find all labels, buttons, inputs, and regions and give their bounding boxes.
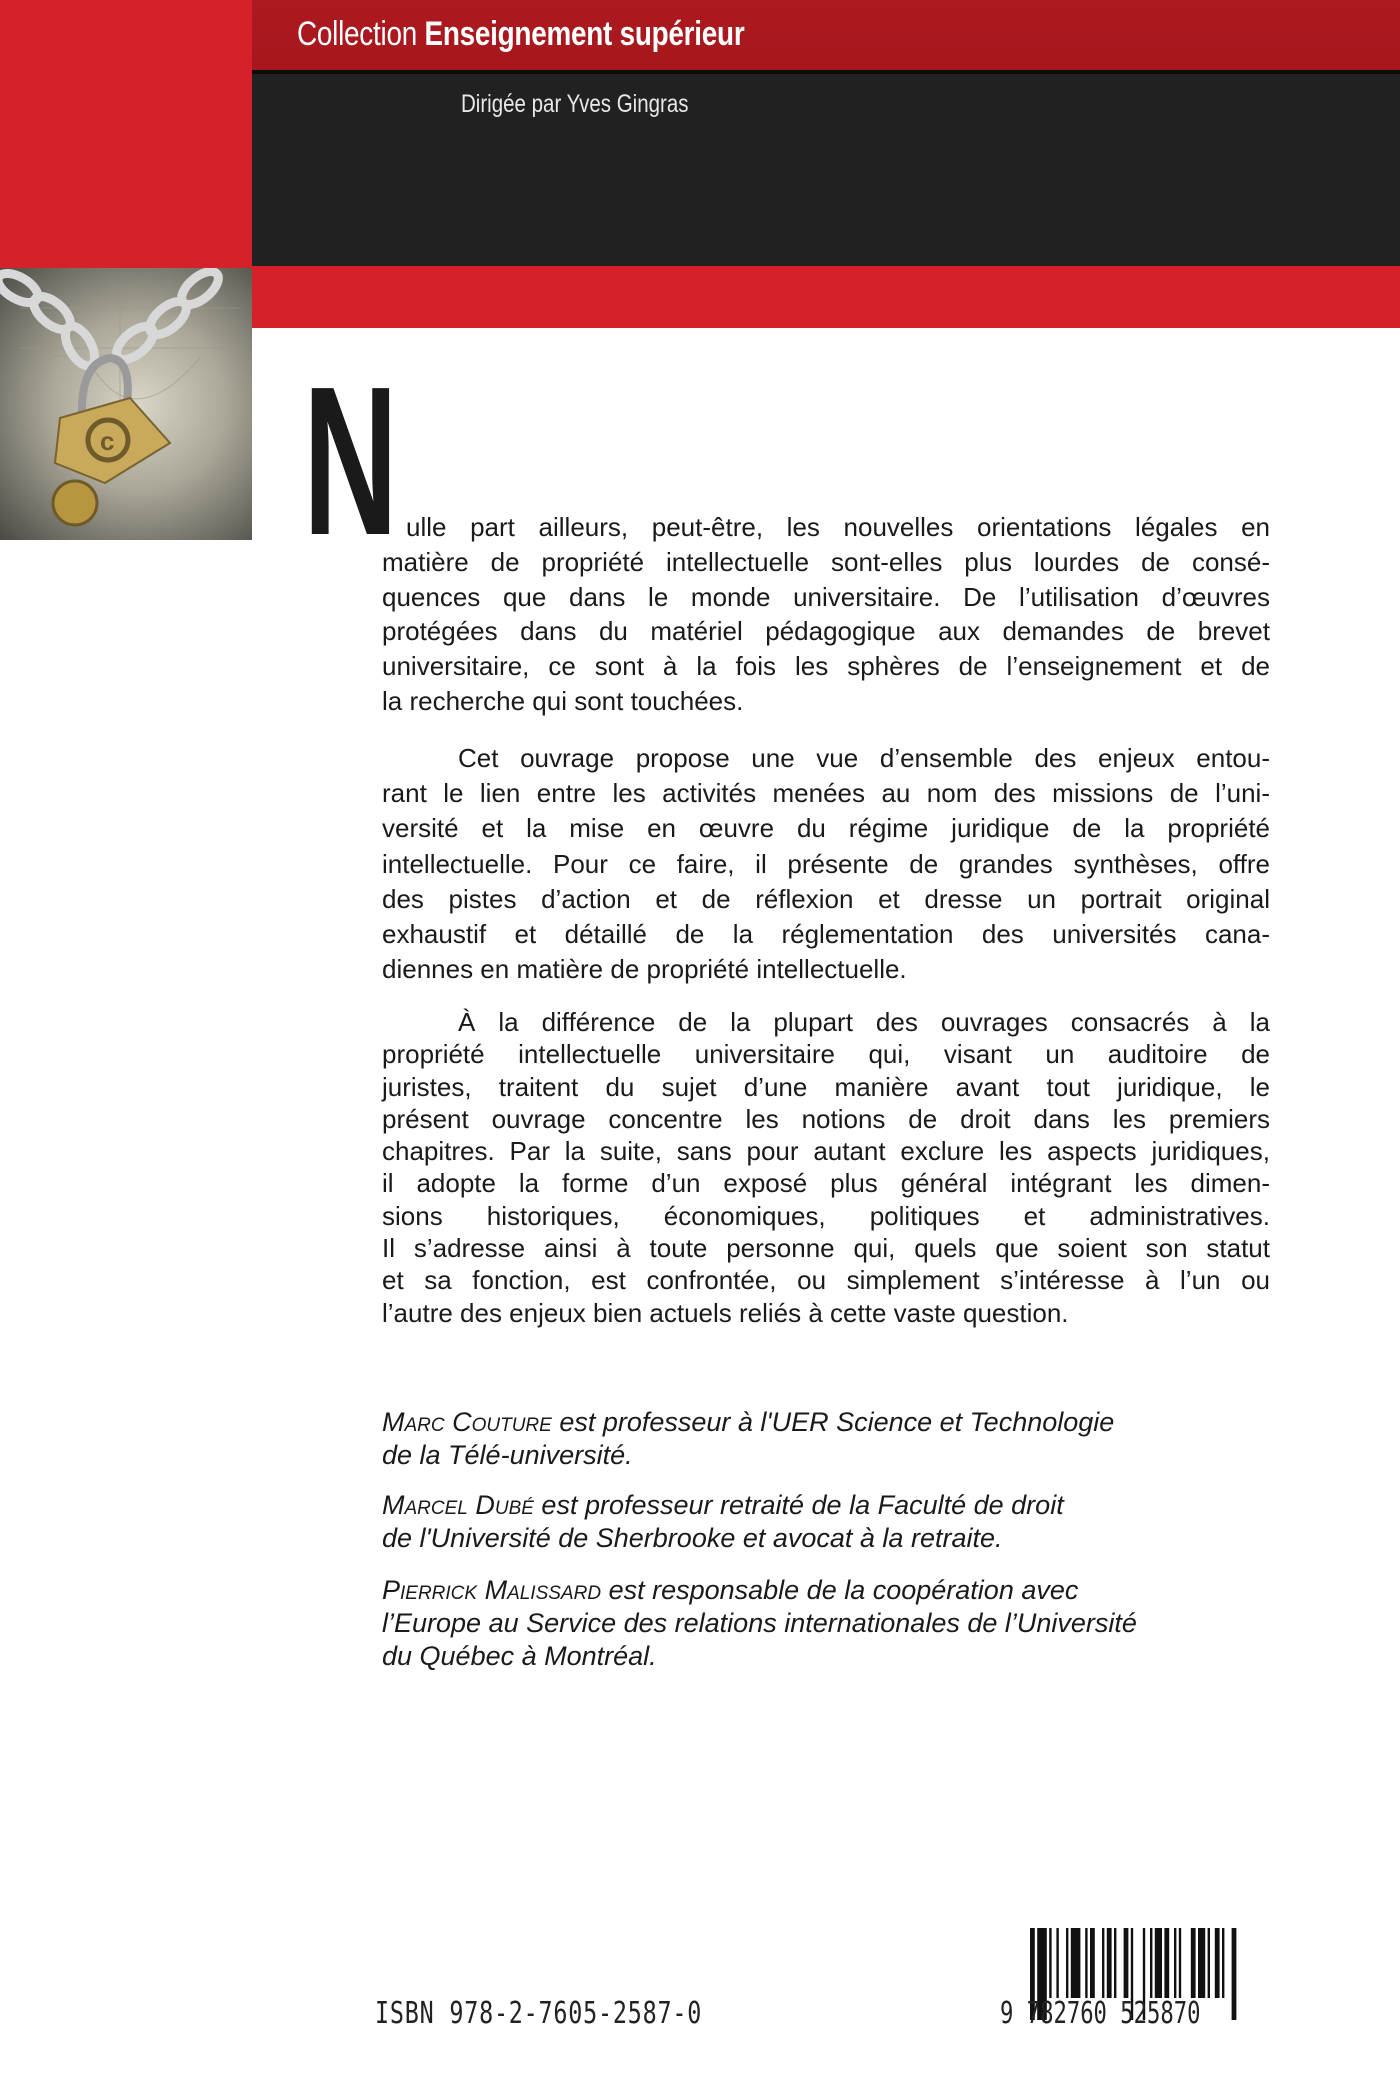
text-line: rant le lien entre les activités menées au nom des missions de l’uni- (382, 778, 1270, 809)
cover-photo (0, 268, 252, 540)
bio-text: de la Télé-université. (382, 1440, 633, 1470)
text-line: la recherche qui sont touchées. (382, 685, 744, 716)
barcode-bar (1174, 1928, 1176, 1998)
barcode-bar (1066, 1928, 1068, 1998)
bio-text: est professeur à l'UER Science et Technologie (551, 1407, 1115, 1437)
text-line: exhaustif et détaillé de la réglementation des universités cana- (382, 919, 1270, 950)
text-line: protégées dans du matériel pédagogique aux demandes de brevet (382, 616, 1270, 647)
author-name: Marcel Dubé (382, 1490, 534, 1520)
left-red-block (0, 0, 252, 268)
text-line: quences que dans le monde universitaire. De l’utilisation d’œuvres (382, 581, 1270, 612)
barcode-bar (1090, 1928, 1095, 1998)
barcode-digits: 9 782760 525870 (1000, 1996, 1201, 2031)
svg-text:c: c (100, 426, 115, 456)
bio-text: de l'Université de Sherbrooke et avocat à la retraite. (382, 1523, 1003, 1553)
text-line: Il s’adresse ainsi à toute personne qui, quels que soient son statut (382, 1233, 1270, 1264)
bio-line (382, 1489, 1064, 1522)
paragraph-1 (382, 510, 1270, 719)
text-line: À la différence de la plupart des ouvrages consacrés à la (458, 1007, 1270, 1037)
text-line: juristes, traitent du sujet d’une manière avant tout juridique, le (382, 1071, 1270, 1102)
text-line: l’autre des enjeux bien actuels reliés à cette vaste question. (382, 1297, 1069, 1328)
text-line: matière de propriété intellectuelle sont-elles plus lourdes de consé- (382, 546, 1270, 577)
header-dark-band (252, 74, 1400, 266)
author-bio (382, 1406, 1114, 1472)
barcode-bar (1102, 1928, 1104, 1998)
bio-text: est professeur retraité de la Faculté de droit (533, 1490, 1064, 1520)
text-line: chapitres. Par la suite, sans pour autant exclure les aspects juridiques, (382, 1136, 1270, 1167)
bio-text: est responsable de la coopération avec (601, 1575, 1079, 1605)
barcode-bar (1114, 1928, 1116, 1998)
text-line: intellectuelle. Pour ce faire, il présente de grandes synthèses, offre (382, 848, 1270, 879)
text-line: diennes en matière de propriété intellectuelle. (382, 954, 907, 985)
bio-line (382, 1522, 1064, 1555)
bio-line (382, 1406, 1114, 1439)
barcode-bar (1208, 1928, 1210, 1998)
text-line: ulle part ailleurs, peut-être, les nouvelles orientations légales en (406, 512, 1270, 542)
barcode-bar (1056, 1928, 1058, 1998)
barcode-bar (1232, 1928, 1237, 2020)
collection-prefix: Collection (297, 15, 417, 53)
bio-line (382, 1439, 1114, 1472)
text-line: et sa fonction, est confrontée, ou simplement s’intéresse à l’un ou (382, 1265, 1270, 1296)
barcode-bar (1179, 1928, 1181, 1998)
bio-line (382, 1640, 1137, 1673)
barcode-bar (1222, 1928, 1224, 1998)
padlock-chain-copyright-icon (0, 268, 252, 540)
drop-cap: N (303, 342, 398, 579)
paragraph-3 (382, 1006, 1270, 1329)
barcode-bar (1049, 1928, 1051, 1998)
collection-title (297, 15, 744, 54)
barcode-bar (1150, 1928, 1152, 1998)
author-name: Pierrick Malissard (382, 1575, 602, 1605)
barcode-bar (1071, 1928, 1081, 1998)
bio-text: l’Europe au Service des relations internationales de l’Université (382, 1608, 1137, 1638)
barcode-bar (1085, 1928, 1087, 1998)
barcode-bar (1191, 1928, 1196, 1998)
barcode-bar (1198, 1928, 1205, 1998)
text-line: il adopte la forme d’un exposé plus général intégrant les dimen- (382, 1168, 1270, 1199)
bio-line (382, 1607, 1137, 1640)
text-line: universitaire, ce sont à la fois les sphères de l’enseignement et de (382, 651, 1270, 682)
series-director: Dirigée par Yves Gingras (461, 90, 689, 118)
isbn-text: ISBN 978-2-7605-2587-0 (375, 1996, 703, 2031)
text-line: Cet ouvrage propose une vue d’ensemble des enjeux entou- (458, 743, 1270, 773)
text-line: des pistes d’action et de réflexion et dresse un portrait original (382, 883, 1270, 914)
paragraph-2 (382, 741, 1270, 987)
barcode-bar (1215, 1928, 1220, 1998)
author-name: Marc Couture (382, 1407, 552, 1437)
text-line: sions historiques, économiques, politiques et administratives. (382, 1200, 1270, 1231)
bio-line (382, 1574, 1137, 1607)
barcode-bar (1164, 1928, 1169, 1998)
barcode-bar (1124, 1928, 1129, 1998)
bio-text: du Québec à Montréal. (382, 1641, 657, 1671)
barcode-bar (1107, 1928, 1112, 1998)
author-bio (382, 1489, 1064, 1555)
author-bio (382, 1574, 1137, 1673)
barcode-bar (1155, 1928, 1162, 1998)
text-line: propriété intellectuelle universitaire qui, visant un auditoire de (382, 1039, 1270, 1070)
text-line: présent ouvrage concentre les notions de droit dans les premiers (382, 1103, 1270, 1134)
text-line: versité et la mise en œuvre du régime juridique de la propriété (382, 813, 1270, 844)
collection-name: Enseignement supérieur (424, 15, 745, 53)
lower-red-band (252, 266, 1400, 328)
